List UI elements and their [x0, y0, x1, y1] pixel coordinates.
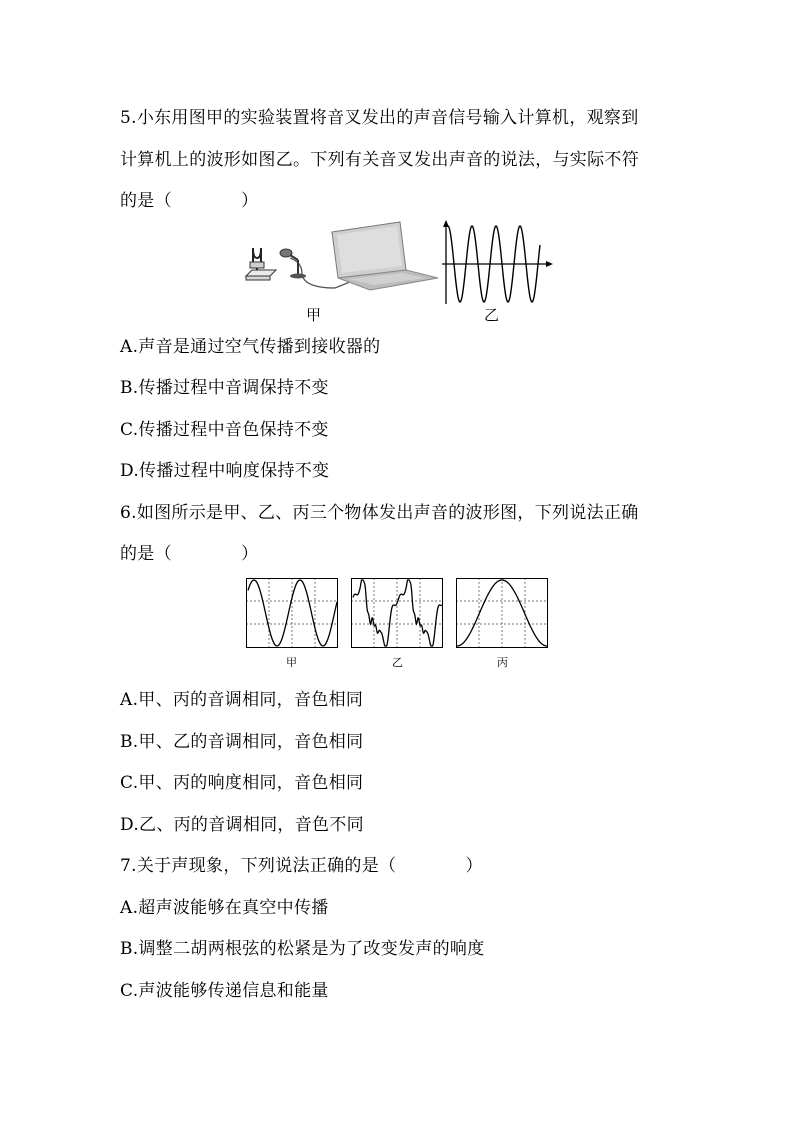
- q5-figure-label-jia: 甲: [306, 306, 322, 324]
- q6-waveform-bing: [456, 578, 548, 648]
- q7-option-a: A.超声波能够在真空中传播: [120, 898, 329, 918]
- yi-wave: [353, 580, 442, 646]
- q5-stem-line1: 5.小东用图甲的实验装置将音叉发出的声音信号输入计算机，观察到: [120, 108, 639, 128]
- q7-option-c: C.声波能够传递信息和能量: [120, 981, 329, 1001]
- q6-option-b: B.甲、乙的音调相同，音色相同: [120, 732, 364, 752]
- q5-figure-apparatus: [240, 218, 440, 298]
- q5-figure-waveform: [436, 220, 556, 306]
- laptop-icon: [332, 222, 438, 290]
- q6-option-d: D.乙、丙的音调相同，音色不同: [120, 815, 364, 835]
- q6-waveform-yi: [351, 578, 443, 648]
- q5-stem-line2: 计算机上的波形如图乙。下列有关音叉发出声音的说法，与实际不符: [120, 150, 639, 170]
- q5-option-a: A.声音是通过空气传播到接收器的: [120, 337, 381, 357]
- jia-wave: [248, 580, 337, 646]
- q6-option-a: A.甲、丙的音调相同，音色相同: [120, 690, 364, 710]
- q5-option-c: C.传播过程中音色保持不变: [120, 420, 329, 440]
- q6-stem-line2: 的是（ ）: [120, 544, 259, 564]
- q5-figure-label-yi: 乙: [484, 306, 500, 324]
- q6-label-bing: 丙: [497, 656, 508, 669]
- q7-option-b: B.调整二胡两根弦的松紧是为了改变发声的响度: [120, 939, 485, 959]
- q6-waveform-jia: [246, 578, 338, 648]
- microphone-icon: [280, 249, 306, 279]
- q7-stem-line1: 7.关于声现象，下列说法正确的是（ ）: [120, 856, 483, 876]
- q6-label-yi: 乙: [392, 656, 403, 669]
- q6-stem-line1: 6.如图所示是甲、乙、丙三个物体发出声音的波形图，下列说法正确: [120, 503, 639, 523]
- q5-stem-line3: 的是（ ）: [120, 191, 259, 211]
- q5-option-d: D.传播过程中响度保持不变: [120, 461, 330, 481]
- q6-option-c: C.甲、丙的响度相同，音色相同: [120, 773, 364, 793]
- bing-wave: [457, 580, 547, 646]
- q5-option-b: B.传播过程中音调保持不变: [120, 378, 329, 398]
- tuning-fork-base: [246, 270, 276, 276]
- q6-label-jia: 甲: [286, 656, 297, 669]
